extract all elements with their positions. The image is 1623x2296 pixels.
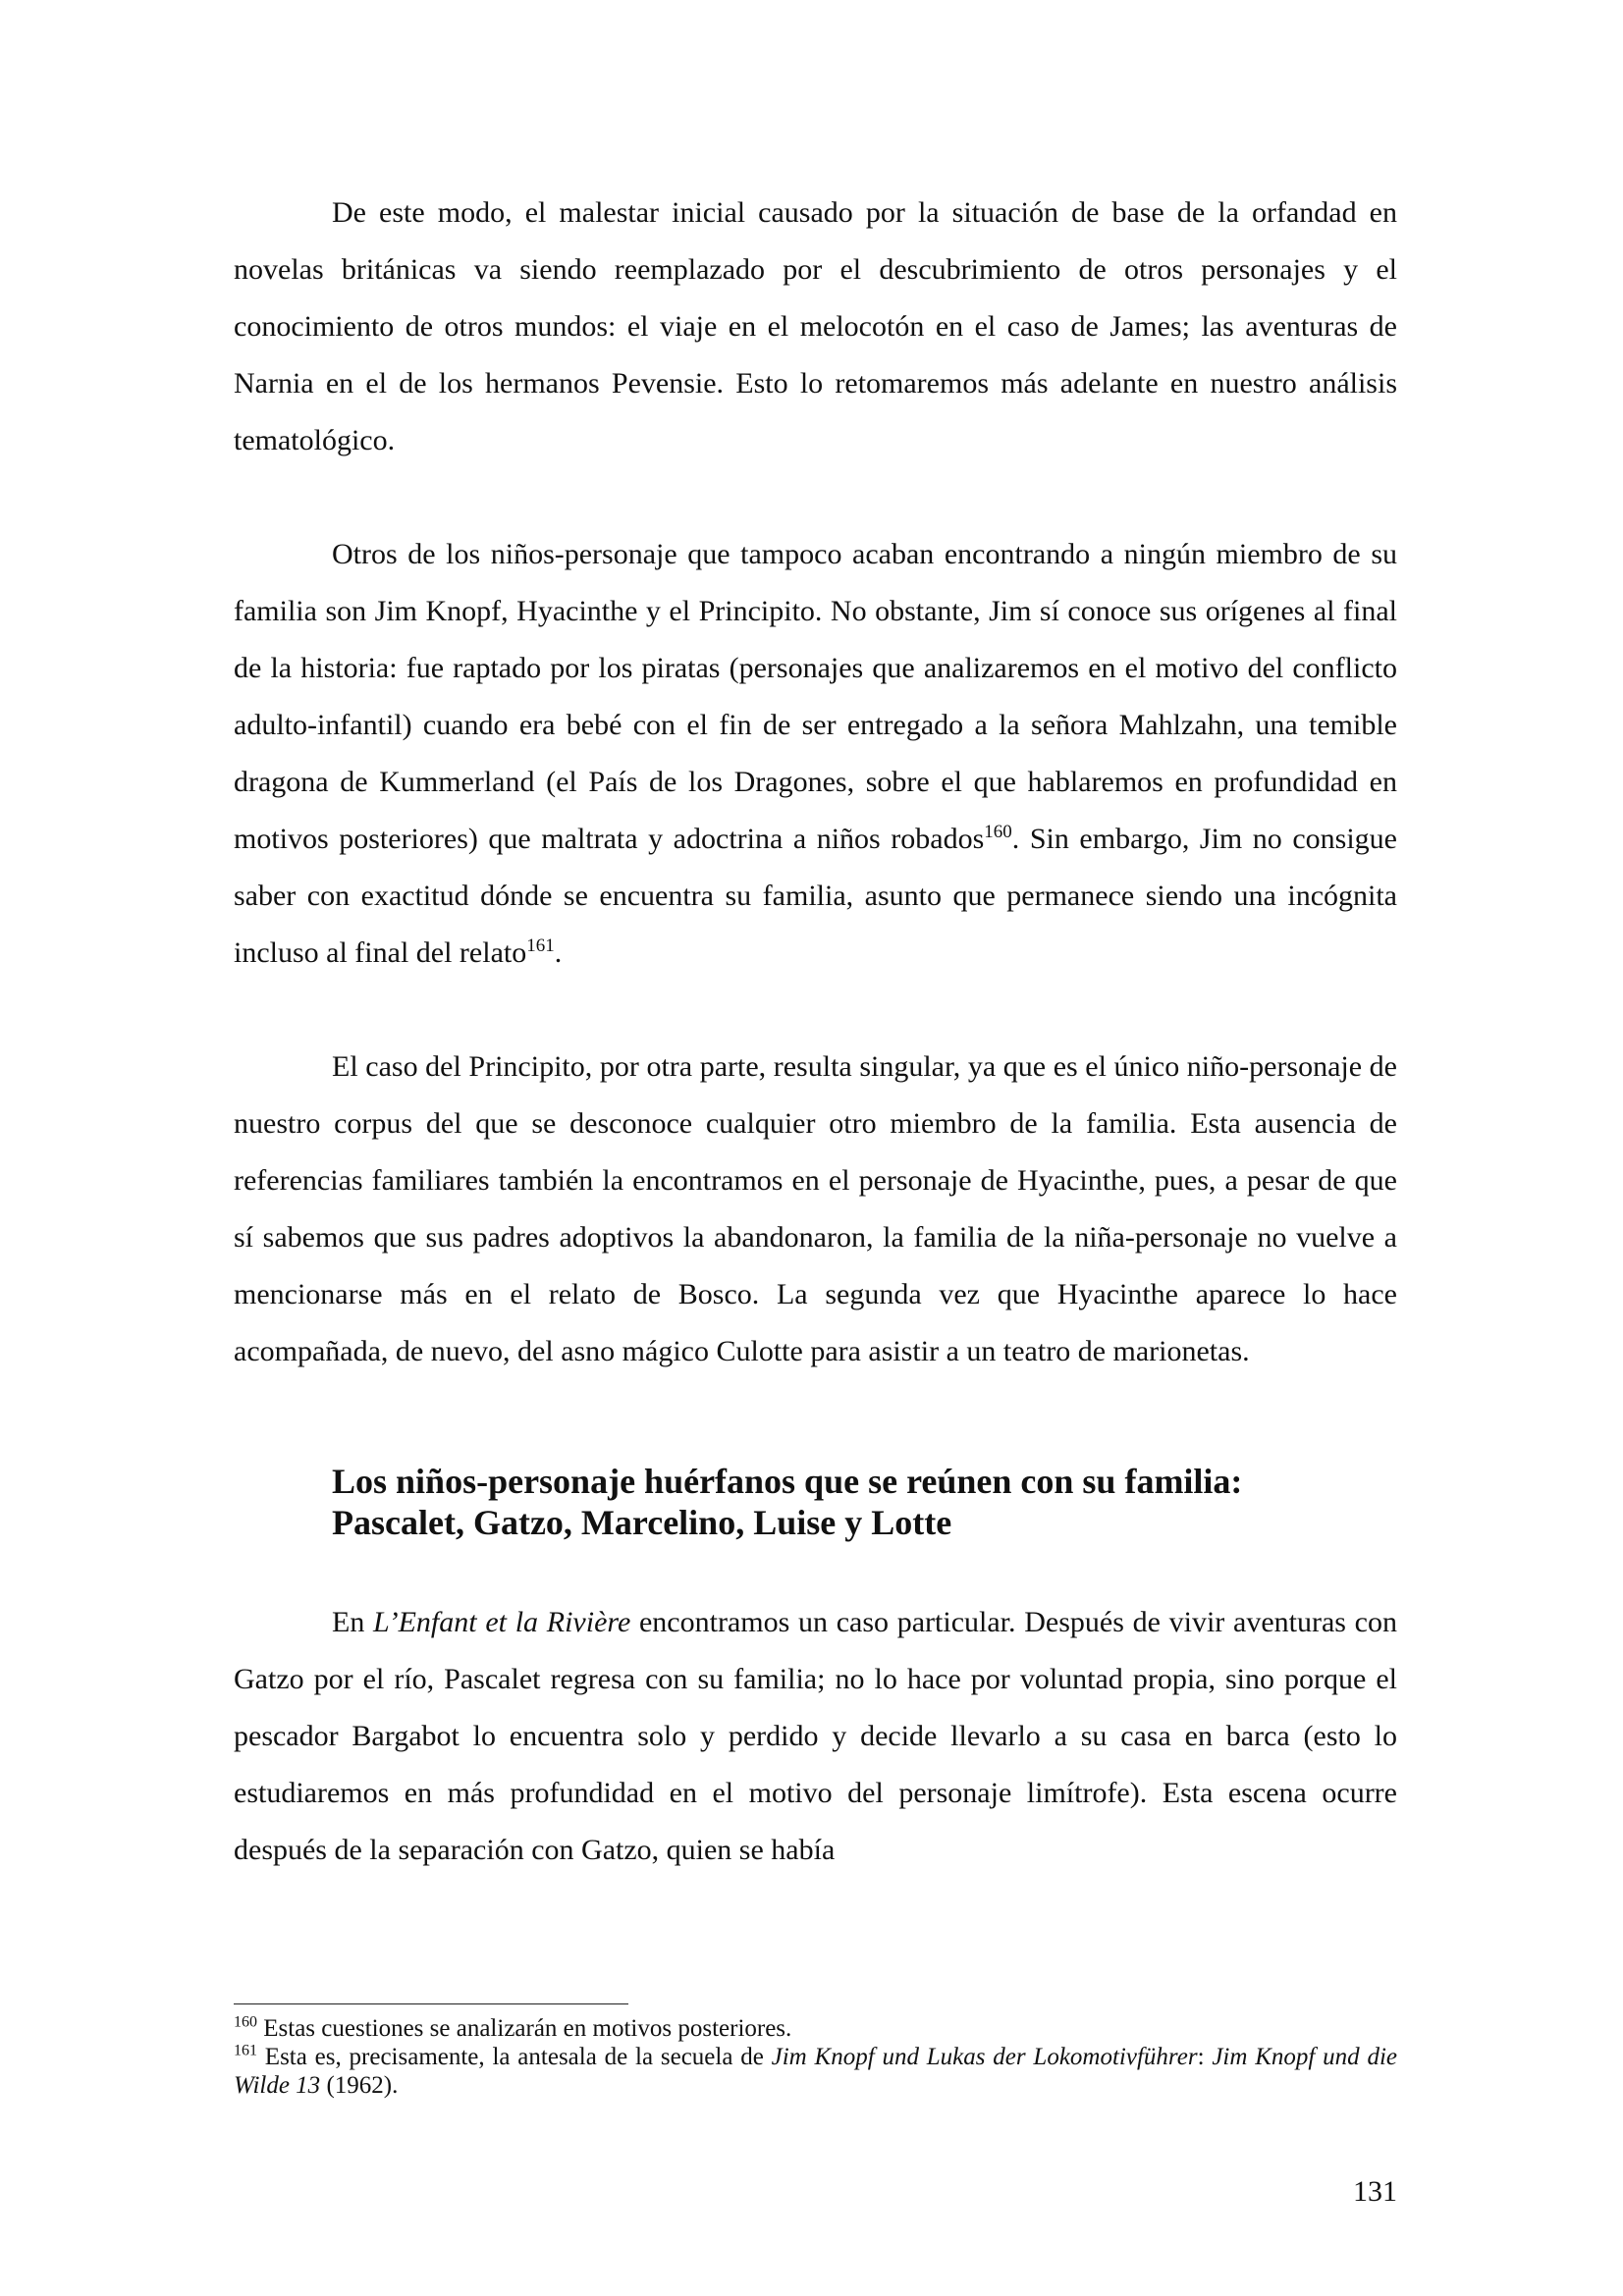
footnote-161-title-2: Jim Knopf und die Wilde 13: [234, 2044, 1398, 2099]
section-heading-line-2: Pascalet, Gatzo, Marcelino, Luise y Lotte: [332, 1503, 952, 1542]
section-heading: [332, 1461, 1397, 1543]
paragraph-3: [234, 1039, 1397, 1380]
section-heading-line-1: Los niños-personaje huérfanos que se reúnen con su familia:: [332, 1462, 1243, 1501]
footnote-number-160: 160: [234, 2013, 257, 2031]
page-body: [234, 185, 1397, 1879]
footnote-161-text-c: (1962).: [320, 2072, 399, 2099]
footnote-161-title-1: Jim Knopf und Lukas der Lokomotivführer: [771, 2044, 1198, 2070]
book-title: L’Enfant et la Rivière: [373, 1606, 631, 1638]
paragraph-3-text: El caso del Principito, por otra parte, resulta singular, ya que es el único niño-personaje de nuestro corpus del que se desconoce cualquier otro miembro de la familia. Esta ausencia de referencias familiares también la encontramos en el personaje de Hyacinthe, pues, a pesar de que sí sabemos que sus padres adoptivos la abandonaron, la familia de la niña-personaje no vuelve a mencionarse más en el relato de Bosco. La segunda vez que Hyacinthe aparece lo hace acompañada, de nuevo, del asno mágico Culotte para asistir a un teatro de marionetas.: [234, 1050, 1397, 1367]
paragraph-2-text-c: .: [554, 936, 563, 969]
footnotes: [234, 2014, 1397, 2100]
paragraph-1: [234, 185, 1397, 469]
paragraph-2: [234, 526, 1397, 982]
paragraph-1-text: De este modo, el malestar inicial causado por la situación de base de la orfandad en novelas británicas va siendo reemplazado por el descubrimiento de otros personajes y el conocimiento de otros mundos: el viaje en el melocotón en el caso de James; las aventuras de Narnia en el de los hermanos Pevensie. Esto lo retomaremos más adelante en nuestro análisis tematológico.: [234, 196, 1397, 456]
footnote-160-text: Estas cuestiones se analizarán en motivos posteriores.: [257, 2015, 792, 2042]
paragraph-2-text-b: . Sin embargo, Jim no consigue saber con exactitud dónde se encuentra su familia, asunto que permanece siendo una incógnita incluso al final del relato: [234, 823, 1397, 969]
page-number: 131: [1353, 2175, 1397, 2208]
footnote-160: [234, 2014, 1397, 2043]
paragraph-4: [234, 1594, 1397, 1879]
footnote-161: [234, 2043, 1397, 2100]
footnote-separator: [234, 2003, 628, 2004]
footnote-161-text-a: Esta es, precisamente, la antesala de la secuela de: [257, 2044, 772, 2070]
footnote-number-161: 161: [234, 2042, 257, 2059]
paragraph-4-text-a: En: [332, 1606, 374, 1638]
footnote-ref-160[interactable]: 160: [984, 822, 1012, 842]
paragraph-4-text-b: encontramos un caso particular. Después de vivir aventuras con Gatzo por el río, Pascalet regresa con su familia; no lo hace por voluntad propia, sino porque el pescador Bargabot lo encuentra solo y perdido y decide llevarlo a su casa en barca (esto lo estudiaremos en más profundidad en el motivo del personaje limítrofe). Esta escena ocurre después de la separación con Gatzo, quien se había: [234, 1606, 1398, 1866]
footnote-161-text-b: :: [1197, 2044, 1213, 2070]
footnote-ref-161[interactable]: 161: [526, 935, 555, 956]
paragraph-2-text-a: Otros de los niños-personaje que tampoco acaban encontrando a ningún miembro de su familia son Jim Knopf, Hyacinthe y el Principito. No obstante, Jim sí conoce sus orígenes al final de la historia: fue raptado por los piratas (personajes que analizaremos en el motivo del conflicto adulto-infantil) cuando era bebé con el fin de ser entregado a la señora Mahlzahn, una temible dragona de Kummerland (el País de los Dragones, sobre el que hablaremos en profundidad en motivos posteriores) que maltrata y adoctrina a niños robados: [234, 538, 1397, 855]
